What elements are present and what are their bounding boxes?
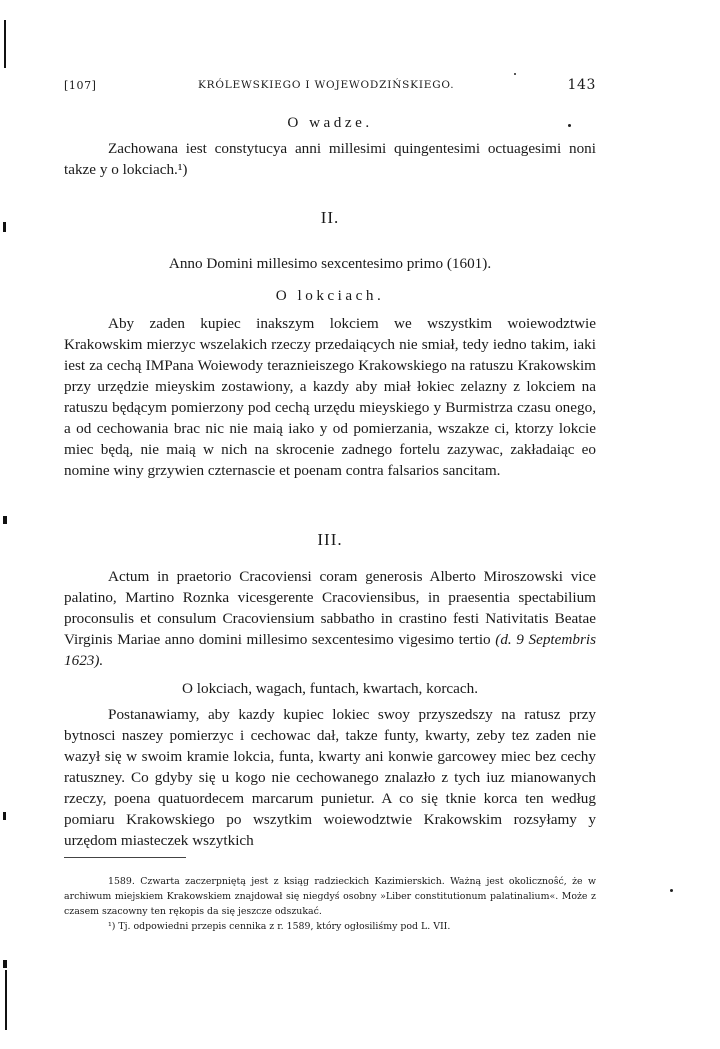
scan-speck [514, 73, 516, 75]
section-numeral-iii: III. [317, 530, 343, 549]
scan-edge-mark [5, 970, 7, 1030]
footnote-source: 1589. Czwarta zaczerpniętą jest z ksiąg radzieckich Kazimierskich. Ważną jest okolicznoŝć, że w archiwum miejskiem Krakowskiem znajdował się niegdyś osobny »Liber constitutionum palatinalium«. Może z czasem szacowny ten rękopis da się jeszcze odszukać. [64, 876, 596, 917]
date-line-1601: Anno Domini millesimo sexcentesimo primo (1601). [168, 255, 492, 272]
section-heading-o-lokciach: O lokciach. [275, 287, 385, 304]
running-header [64, 77, 596, 95]
paragraph-postanawiamy: Postanawiamy, aby kazdy kupiec lokiec swoy przyszedszy na ratusz przy bytnosci naszey pomierzyc i cechowac dał, takze funty, kwarty, zeby tez zaden nie wazył się w swoim kramie lokcia, funta, kwarty ani konwie garcowey miec bez cechy ratuszney. Co gdyby się u kogo nie cechowanego znalazło z tych iuz mianowanych rzeczy, poena quatuordecem marcarum punietur. A co się tknie korca ten według pomiaru Krakowskiego po wszytkim woiewodztwie Krakowskim rozsyłamy y urzędom miasteczek wszytkich [64, 706, 596, 849]
actum-date: (d. 9 Septembris 1623). [64, 631, 596, 669]
section-heading-o-wadze: O wadze. [287, 114, 373, 131]
actum-text: Actum in praetorio Cracoviensi coram generosis Alberto Miroszowski vice palatino, Martino Roznka vicesgerente Cracoviensibus, in praesentia spectabilium proconsulis et consulum Cracoviensium sabbatho in crastino festi Nativitatis Beatae Virginis Mariae anno domini millesimo sexcentesimo vigesimo tertio [64, 568, 596, 648]
scan-edge-mark [3, 516, 7, 524]
paragraph-actum-in-praetorio [64, 566, 596, 671]
page-number: 143 [567, 77, 596, 93]
section-heading-o-lokciach-wagach: O lokciach, wagach, funtach, kwartach, korcach. [181, 680, 478, 697]
paragraph-constytucya: Zachowana iest constytucya anni millesimi quingentesimi octuagesimi noni takze y o lokciach.¹) [64, 140, 596, 178]
scan-edge-mark [3, 960, 7, 968]
scan-speck [670, 889, 673, 892]
header-title: KRÓLEWSKIEGO I WOJEWODZIŃSKIEGO. [198, 79, 455, 91]
footnote-1: ¹) Tj. odpowiedni przepis cennika z r. 1589, który ogłosiliśmy pod L. VII. [108, 921, 451, 932]
section-numeral-ii: II. [320, 208, 340, 227]
scan-edge-mark [3, 812, 6, 820]
scan-edge-mark [4, 20, 6, 68]
paragraph-aby-zaden-kupiec: Aby zaden kupiec inakszym lokciem we wszystkim woiewodztwie Krakowskim mierzyc wszelakich rzeczy przedaiących nie smiał, tedy iedno takim, iaki iest za cechą IMPana Woiewody teraznieiszego Krakowskiego na ratuszu Krakowskim przy urzędzie mieyskim zostawiony, a kazdy aby miał łokiec zelazny z lokciem na ratuszu będącym pomierzony pod cechą urzędu mieyskiego y Burmistrza czasu onego, a od cechowania brac nic nie maią iako y od pomierzania, wszakze ci, ktorzy lokcie miec będą, nie maią w nich na skrocenie zadnego fortelu zazywac, zakładaiąc eo nomine winy grzywien czternascie et poenam contra falsarios sancitam. [64, 315, 596, 479]
footnote-rule [64, 857, 186, 858]
scan-edge-mark [3, 222, 6, 232]
header-section-number: [107] [64, 79, 97, 92]
